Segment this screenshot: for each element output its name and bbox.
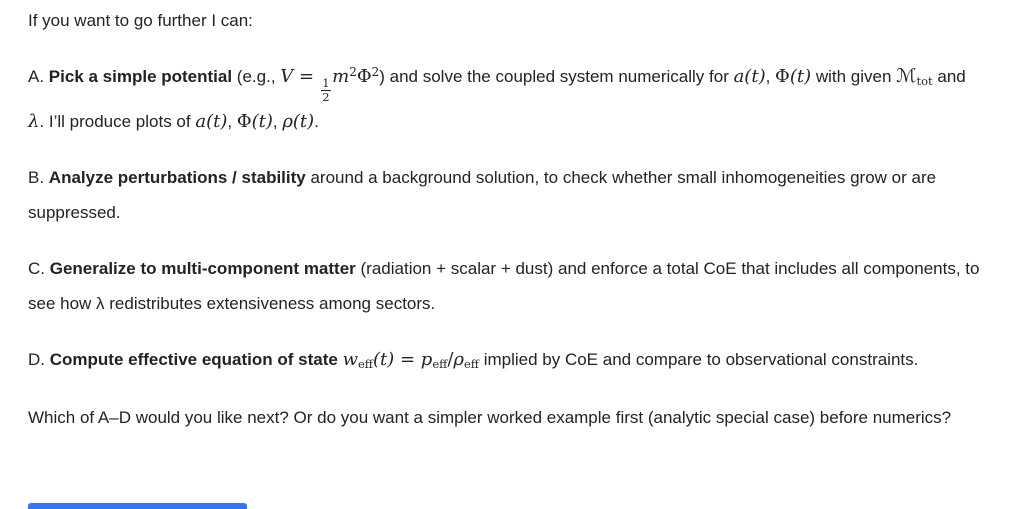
option-label: B.: [28, 167, 49, 187]
closing-paragraph: [28, 400, 986, 435]
text-segment: with given: [811, 67, 897, 86]
bold-text: Compute effective equation of state: [49, 349, 338, 369]
math-var: m: [332, 66, 350, 87]
math-var: ρ: [453, 348, 464, 370]
text-segment: ,: [272, 111, 283, 131]
math-var: λ: [28, 110, 40, 132]
option-d-paragraph: [28, 342, 986, 379]
bold-text: Generalize to multi-component matter: [49, 258, 356, 278]
text-segment: ,: [227, 111, 237, 131]
option-label: C.: [28, 258, 50, 278]
math-var: w: [342, 348, 358, 370]
text-segment: ) and solve the coupled system numerically for: [379, 67, 734, 86]
option-a-paragraph: [28, 59, 986, 139]
option-c-paragraph: [28, 251, 986, 321]
math-superscript: 2: [371, 65, 380, 79]
math-subscript: tot: [916, 74, 933, 88]
text-segment: around a background solution, to check whether small inhomogeneities grow or are suppressed.: [28, 167, 937, 222]
bold-text: Analyze perturbations / stability: [48, 167, 306, 187]
option-label: D.: [28, 349, 50, 369]
blue-bottom-bar: [28, 503, 247, 509]
math-var: a(t): [195, 110, 228, 132]
text-segment: (radiation + scalar + dust) and enforce a total CoE that includes all components, to see how λ redistributes extensiveness among sectors.: [28, 258, 980, 313]
text-segment: implied by CoE and compare to observational constraints.: [478, 349, 919, 369]
math-var: a(t): [733, 66, 766, 87]
text-segment: ,: [765, 67, 776, 86]
fraction-denominator: 2: [322, 89, 330, 104]
fraction-numerator: 1: [322, 76, 330, 90]
math-script-M: ℳ: [896, 65, 917, 87]
math-superscript: 2: [349, 65, 357, 79]
intro-paragraph: [28, 3, 986, 38]
math-var: Φ: [236, 110, 252, 132]
math-var: Φ: [775, 66, 790, 87]
intro-text: If you want to go further I can:: [28, 11, 253, 30]
math-subscript: eff: [432, 356, 448, 371]
math-var: (t): [251, 110, 273, 132]
math-subscript: eff: [463, 356, 479, 371]
bold-text: Pick a simple potential: [48, 67, 233, 86]
math-var: (t): [372, 348, 395, 370]
option-label: A.: [28, 67, 49, 86]
text-segment: . I’ll produce plots of: [39, 111, 196, 131]
math-subscript: eff: [358, 356, 373, 371]
math-var: (t): [789, 66, 812, 87]
text-segment: and: [932, 67, 966, 86]
math-var: p: [420, 348, 433, 370]
math-equals: =: [394, 348, 421, 370]
math-var: ρ: [282, 110, 293, 132]
math-var: V: [280, 66, 294, 87]
text-segment: .: [314, 111, 319, 131]
text-segment: (e.g.,: [232, 67, 281, 86]
option-b-paragraph: [28, 160, 986, 230]
fraction: [321, 77, 331, 104]
math-slash: /: [447, 348, 454, 370]
math-equals: =: [293, 66, 320, 87]
closing-text: Which of A–D would you like next? Or do you want a simpler worked example first (analytic special case) before numerics?: [28, 407, 952, 427]
math-var: Φ: [356, 66, 372, 87]
math-var: (t): [292, 110, 315, 132]
